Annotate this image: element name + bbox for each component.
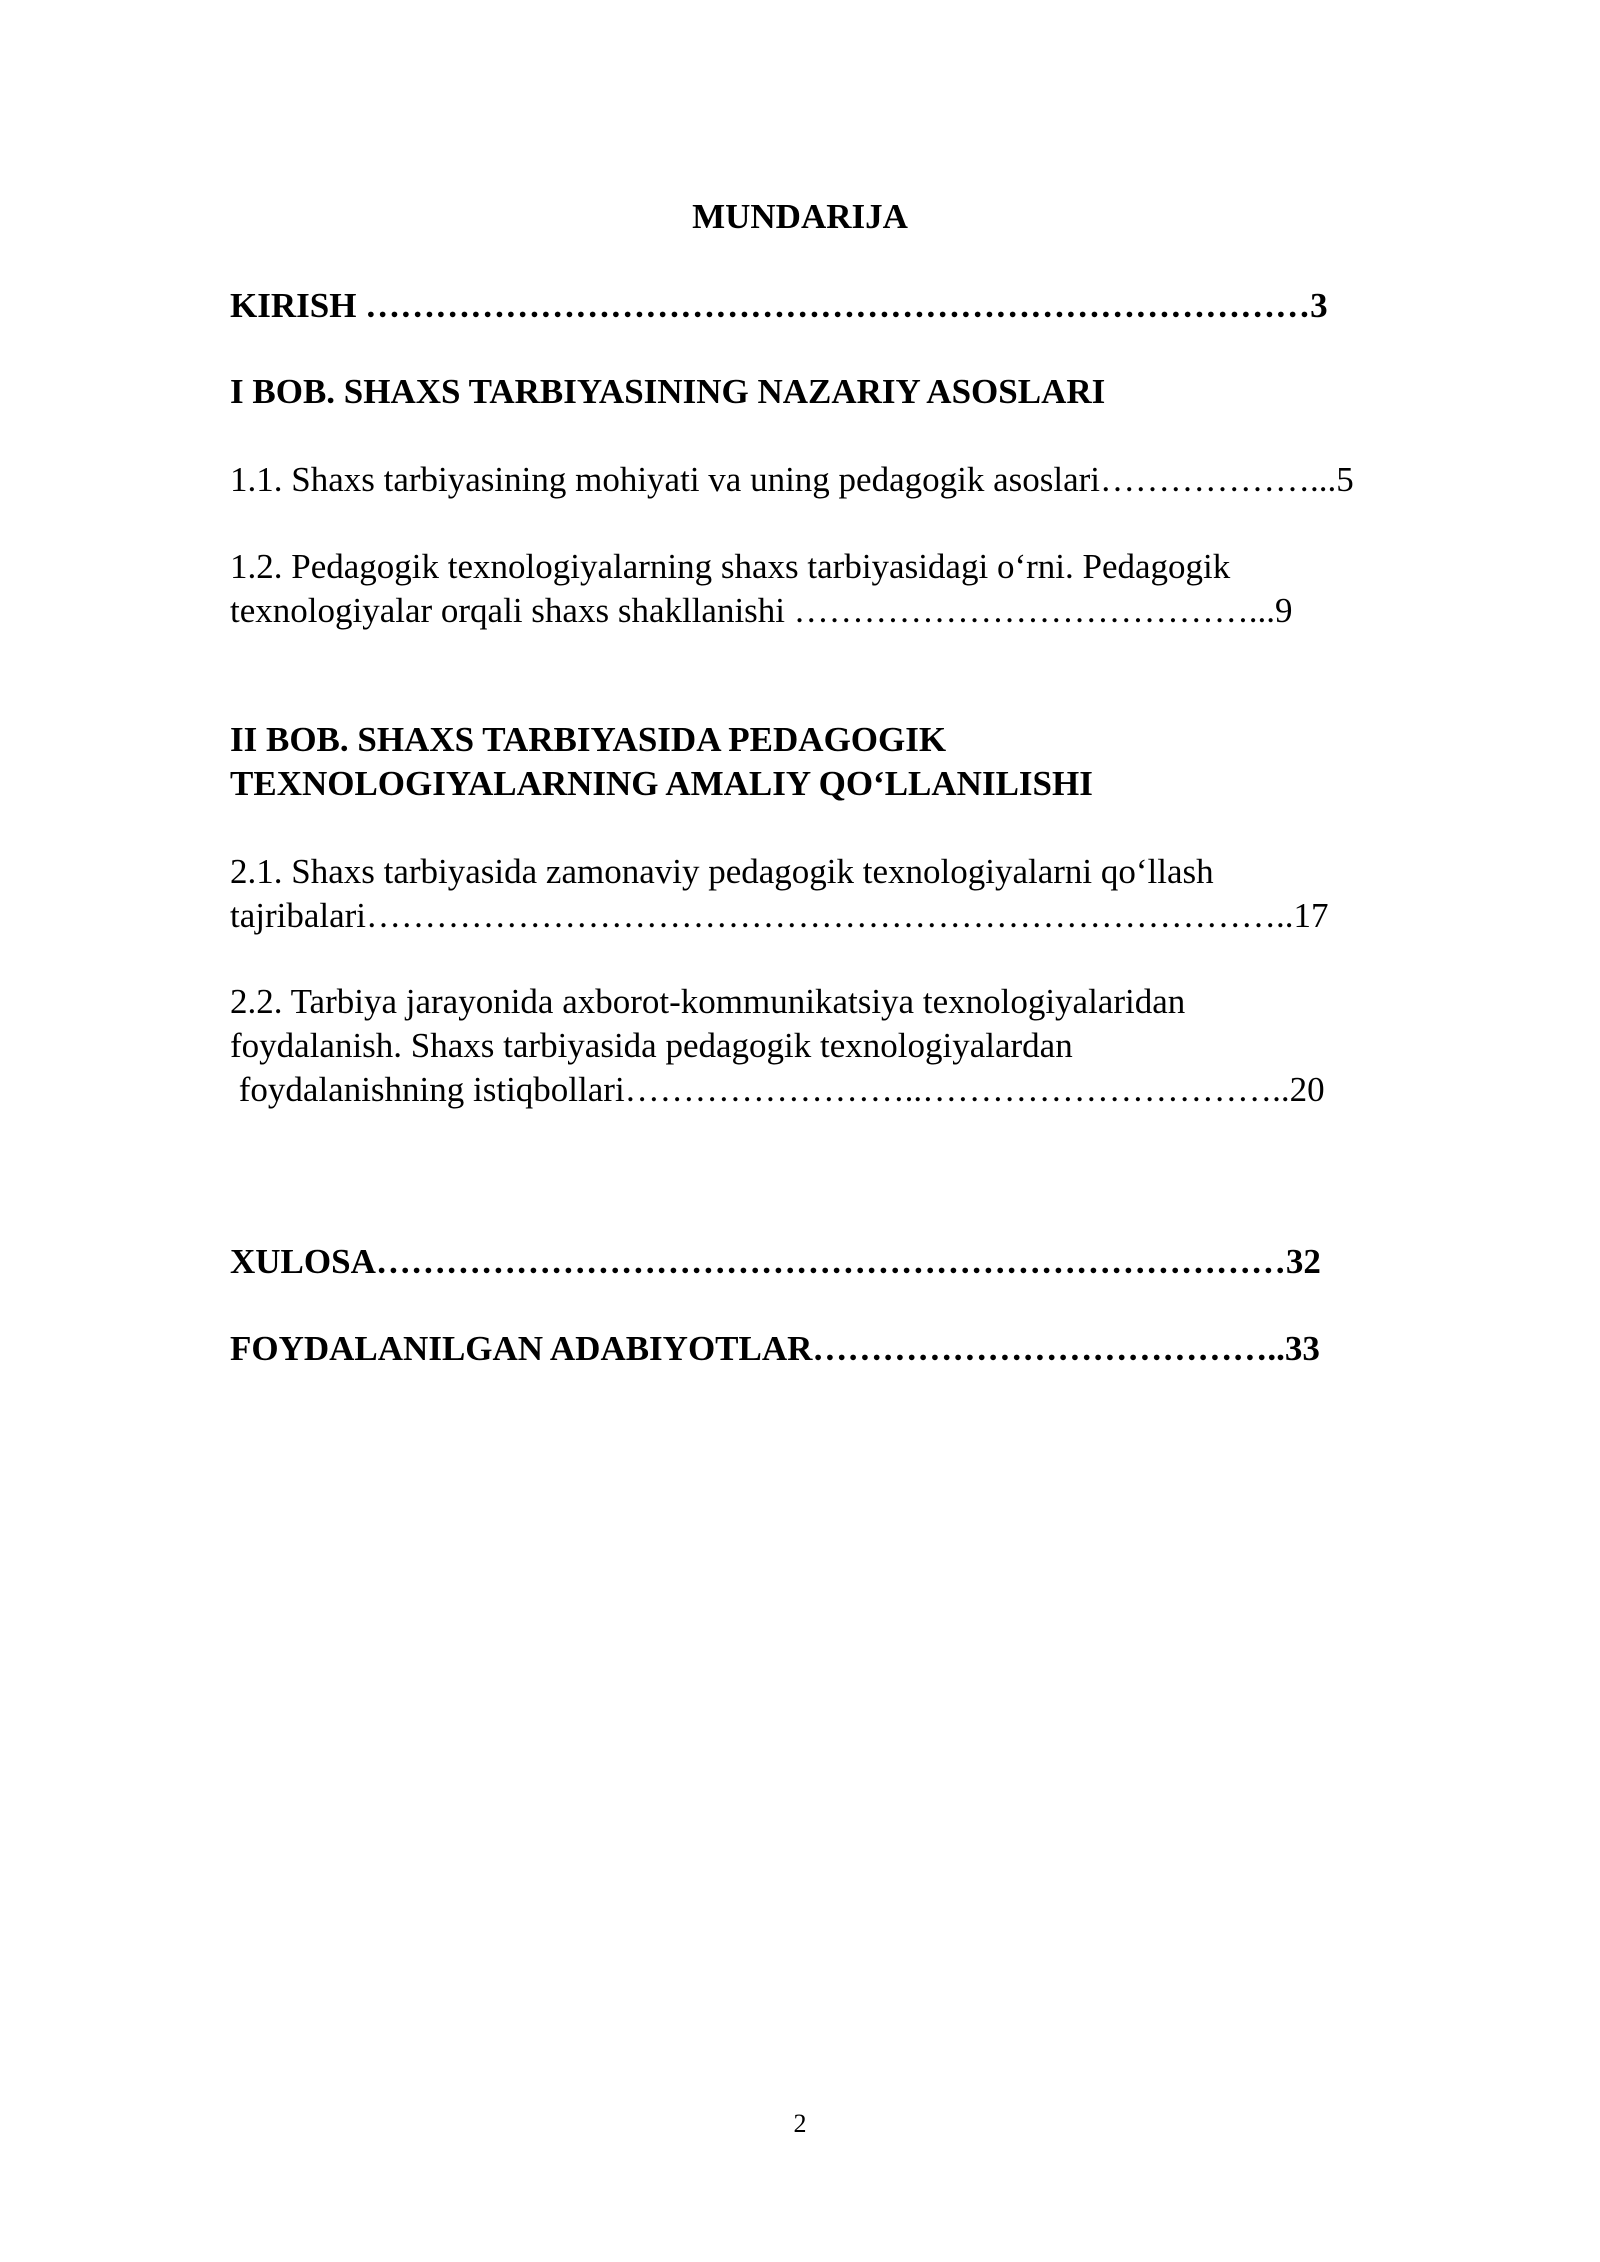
toc-entry-2-2-line-1[interactable]: 2.2. Tarbiya jarayonida axborot-kommunikatsiya texnologiyalaridan — [230, 982, 1186, 1021]
toc-entry-references[interactable]: FOYDALANILGAN ADABIYOTLAR…………………………………..33 — [230, 1329, 1320, 1368]
toc-entry-2-2-line-2[interactable]: foydalanish. Shaxs tarbiyasida pedagogik texnologiyalardan — [230, 1026, 1073, 1065]
toc-entry-1-1[interactable]: 1.1. Shaxs tarbiyasining mohiyati va uning pedagogik asoslari………………...5 — [230, 460, 1354, 499]
toc-chapter-2-heading-line-2[interactable]: TEXNOLOGIYALARNING AMALIY QO‘LLANILISHI — [230, 764, 1093, 803]
toc-title: MUNDARIJA — [692, 197, 908, 236]
toc-entry-kirish[interactable]: KIRISH ………………………………………………………………………3 — [230, 286, 1328, 325]
page-number: 2 — [793, 2109, 807, 2138]
toc-entry-1-2-line-2[interactable]: texnologiyalar orqali shaxs shakllanishi …………………………………...9 — [230, 591, 1293, 630]
toc-chapter-1-heading[interactable]: I BOB. SHAXS TARBIYASINING NAZARIY ASOSLARI — [230, 372, 1106, 411]
toc-entry-2-2-line-3[interactable]: foydalanishning istiqbollari……………………..…………………………..20 — [230, 1070, 1325, 1109]
toc-entry-xulosa[interactable]: XULOSA……………………………………………………………………32 — [230, 1242, 1321, 1281]
toc-entry-1-2-line-1[interactable]: 1.2. Pedagogik texnologiyalarning shaxs tarbiyasidagi o‘rni. Pedagogik — [230, 547, 1231, 586]
toc-entry-2-1-line-2[interactable]: tajribalari……………………………………………………………………..17 — [230, 896, 1329, 935]
toc-chapter-2-heading-line-1[interactable]: II BOB. SHAXS TARBIYASIDA PEDAGOGIK — [230, 720, 947, 759]
toc-entry-2-1-line-1[interactable]: 2.1. Shaxs tarbiyasida zamonaviy pedagogik texnologiyalarni qo‘llash — [230, 852, 1214, 891]
